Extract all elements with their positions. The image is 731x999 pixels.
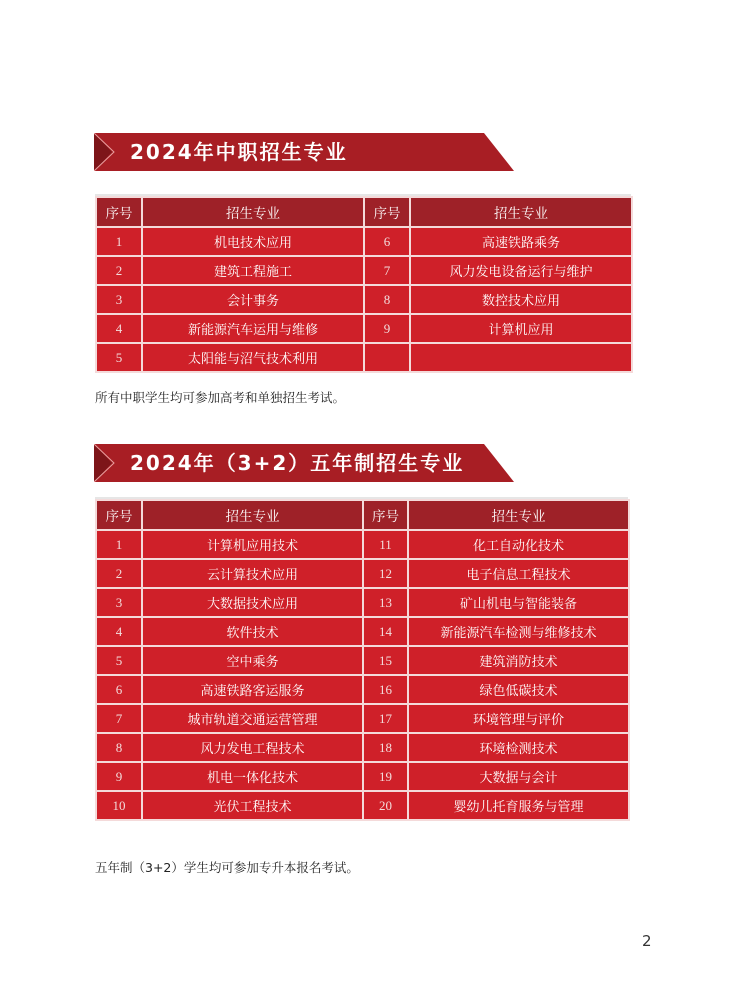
major-cell: 风力发电设备运行与维护: [410, 256, 632, 285]
section2-banner: [94, 444, 514, 482]
seq-cell: 4: [96, 617, 142, 646]
major-cell: 光伏工程技术: [142, 791, 363, 820]
header-major: 招生专业: [142, 500, 363, 530]
table-row: [96, 530, 629, 559]
major-cell: 婴幼儿托育服务与管理: [408, 791, 629, 820]
major-cell: 环境管理与评价: [408, 704, 629, 733]
seq-cell: 7: [96, 704, 142, 733]
major-cell: 机电技术应用: [142, 227, 364, 256]
seq-cell: 8: [364, 285, 410, 314]
table-five-year-majors: [95, 499, 630, 821]
major-cell: 数控技术应用: [410, 285, 632, 314]
table-row: [96, 617, 629, 646]
major-cell: 云计算技术应用: [142, 559, 363, 588]
major-cell: 大数据与会计: [408, 762, 629, 791]
table-row: [96, 227, 632, 256]
seq-cell: 7: [364, 256, 410, 285]
major-cell: 电子信息工程技术: [408, 559, 629, 588]
header-seq: 序号: [96, 500, 142, 530]
page-number: 2: [642, 932, 652, 950]
major-cell: 风力发电工程技术: [142, 733, 363, 762]
table-row: [96, 791, 629, 820]
seq-cell: 12: [363, 559, 408, 588]
seq-cell: 13: [363, 588, 408, 617]
seq-cell: 17: [363, 704, 408, 733]
major-cell: 计算机应用技术: [142, 530, 363, 559]
table-row: [96, 256, 632, 285]
seq-cell: 9: [96, 762, 142, 791]
seq-cell: 10: [96, 791, 142, 820]
seq-cell: 14: [363, 617, 408, 646]
major-cell: 化工自动化技术: [408, 530, 629, 559]
seq-cell: 2: [96, 559, 142, 588]
section2-title: 2024年（3+2）五年制招生专业: [130, 451, 465, 475]
major-cell: 矿山机电与智能装备: [408, 588, 629, 617]
seq-cell: 19: [363, 762, 408, 791]
major-cell: 太阳能与沼气技术利用: [142, 343, 364, 372]
seq-cell: 6: [96, 675, 142, 704]
section2-note: 五年制（3+2）学生均可参加专升本报名考试。: [95, 860, 359, 875]
table-row: [96, 285, 632, 314]
header-major: 招生专业: [408, 500, 629, 530]
major-cell: 高速铁路乘务: [410, 227, 632, 256]
seq-cell: 11: [363, 530, 408, 559]
major-cell: 空中乘务: [142, 646, 363, 675]
table-row: [96, 733, 629, 762]
table-row: [96, 588, 629, 617]
seq-cell: 16: [363, 675, 408, 704]
major-cell: 新能源汽车运用与维修: [142, 314, 364, 343]
major-cell: [410, 343, 632, 372]
seq-cell: 5: [96, 343, 142, 372]
header-seq: 序号: [96, 197, 142, 227]
seq-cell: 4: [96, 314, 142, 343]
table-row: [96, 559, 629, 588]
seq-cell: 18: [363, 733, 408, 762]
seq-cell: 1: [96, 530, 142, 559]
header-major: 招生专业: [142, 197, 364, 227]
table-vocational-majors: [95, 196, 633, 373]
seq-cell: 3: [96, 588, 142, 617]
table-row: [96, 675, 629, 704]
seq-cell: [364, 343, 410, 372]
seq-cell: 3: [96, 285, 142, 314]
major-cell: 计算机应用: [410, 314, 632, 343]
table-row: [96, 343, 632, 372]
seq-cell: 6: [364, 227, 410, 256]
seq-cell: 2: [96, 256, 142, 285]
major-cell: 绿色低碳技术: [408, 675, 629, 704]
major-cell: 软件技术: [142, 617, 363, 646]
table-row: [96, 762, 629, 791]
seq-cell: 8: [96, 733, 142, 762]
header-major: 招生专业: [410, 197, 632, 227]
major-cell: 建筑工程施工: [142, 256, 364, 285]
table-row: [96, 314, 632, 343]
major-cell: 城市轨道交通运营管理: [142, 704, 363, 733]
table-header-row: [96, 500, 629, 530]
seq-cell: 1: [96, 227, 142, 256]
seq-cell: 20: [363, 791, 408, 820]
seq-cell: 15: [363, 646, 408, 675]
major-cell: 高速铁路客运服务: [142, 675, 363, 704]
major-cell: 会计事务: [142, 285, 364, 314]
seq-cell: 5: [96, 646, 142, 675]
header-seq: 序号: [363, 500, 408, 530]
section1-title: 2024年中职招生专业: [130, 140, 348, 164]
major-cell: 环境检测技术: [408, 733, 629, 762]
major-cell: 机电一体化技术: [142, 762, 363, 791]
table-row: [96, 704, 629, 733]
major-cell: 新能源汽车检测与维修技术: [408, 617, 629, 646]
major-cell: 建筑消防技术: [408, 646, 629, 675]
table-header-row: [96, 197, 632, 227]
table-row: [96, 646, 629, 675]
section1-banner: [94, 133, 514, 171]
seq-cell: 9: [364, 314, 410, 343]
section1-note: 所有中职学生均可参加高考和单独招生考试。: [95, 390, 346, 405]
major-cell: 大数据技术应用: [142, 588, 363, 617]
header-seq: 序号: [364, 197, 410, 227]
